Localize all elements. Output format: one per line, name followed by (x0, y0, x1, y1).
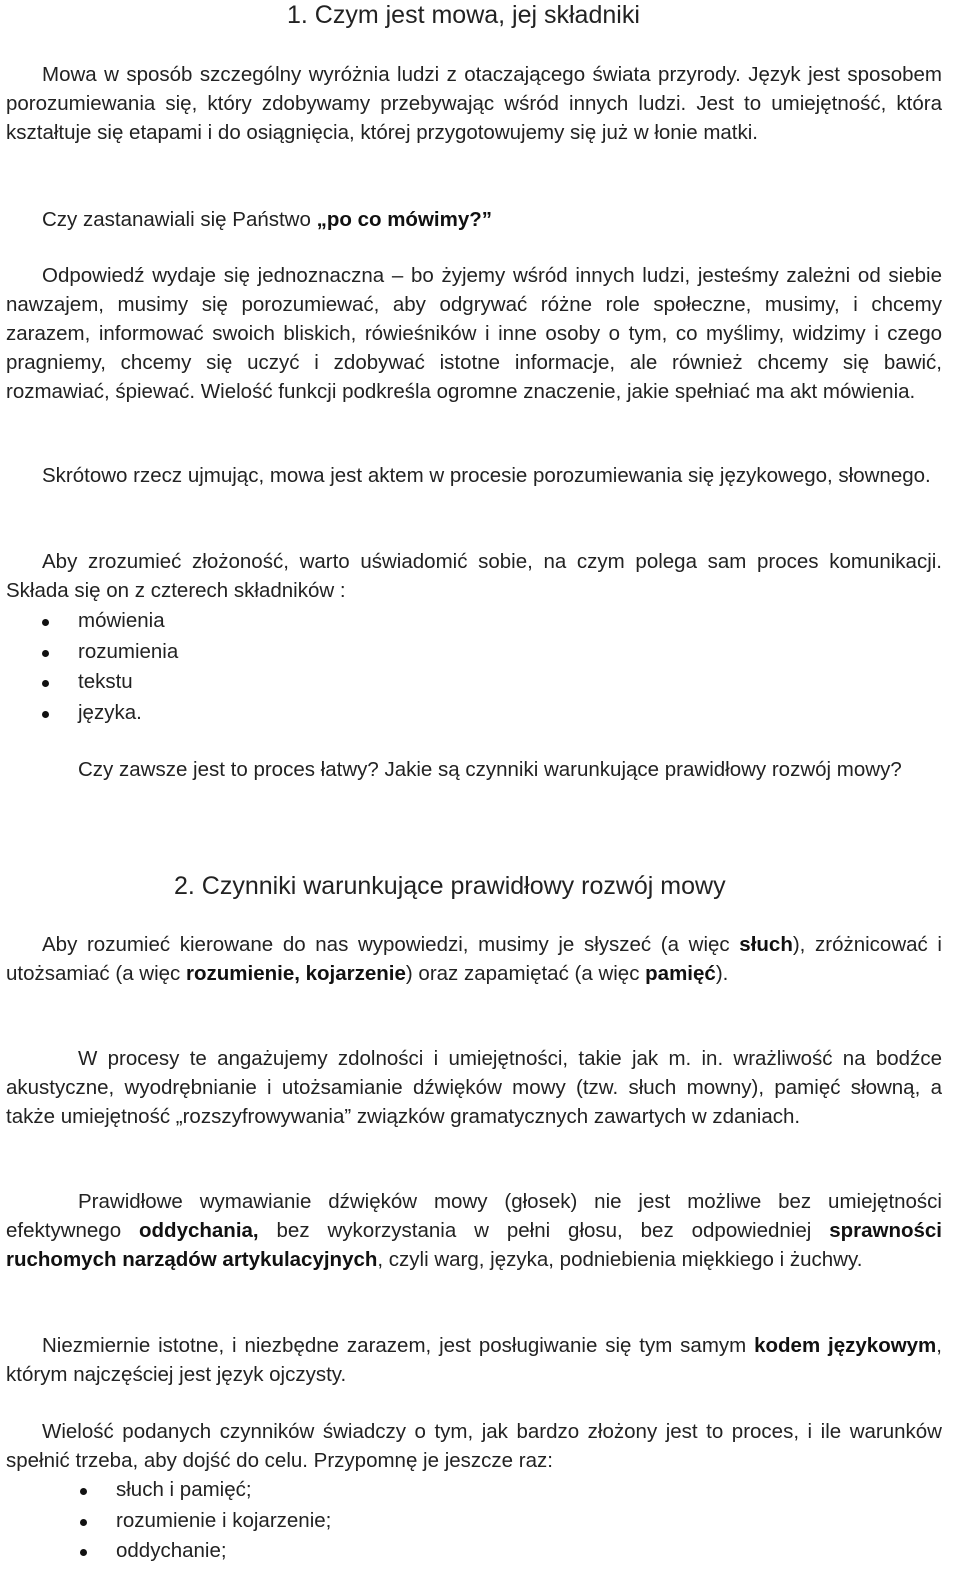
section-1-heading: 1. Czym jest mowa, jej składniki (287, 1, 640, 29)
section-2-paragraph-processes: W procesy te angażujemy zdolności i umiejętności, takie jak m. in. wrażliwość na bodźce akustyczne, wyodrębnianie i utożsamianie dźwięków mowy (tzw. słuch mowny), pamięć słowną, a także umiejętność „rozszyfrowywania” związków gramatycznych zawartych w zdaniach. (6, 1047, 942, 1128)
section-1-paragraph-answer: Odpowiedź wydaje się jednoznaczna – bo żyjemy wśród innych ludzi, jesteśmy zależni od siebie nawzajem, musimy się porozumiewać, aby odgrywać różne role społeczne, musimy, i chcemy zarazem, informować swoich bliskich, rówieśników i inne osoby o tym, co myślimy, widzimy i czego pragniemy, chcemy się uczyć i zdobywać istotne informacje, ale również chcemy się bawić, rozmawiać, śpiewać. Wielość funkcji podkreśla ogromne znaczenie, jakie spełniać ma akt mówienia. (6, 264, 942, 403)
section-2-paragraph-language-code: Niezmiernie istotne, i niezbędne zarazem, jest posługiwanie się tym samym kodem językowym, którym najczęściej jest język ojczysty. (6, 1334, 942, 1386)
question-emphasis: „po co mówimy?” (316, 208, 492, 231)
bullet-icon (42, 680, 49, 687)
section-2-paragraph-summary: Wielość podanych czynników świadczy o tym, jak bardzo złożony jest to proces, i ile warunków spełnić trzeba, aby dojść do celu. Przypomnę je jeszcze raz: (6, 1420, 942, 1472)
section-1-paragraph-closing-question: Czy zawsze jest to proces łatwy? Jakie są czynniki warunkujące prawidłowy rozwój mowy? (78, 758, 902, 781)
section-1-question (6, 205, 942, 234)
section-1-paragraph-summary: Skrótowo rzecz ujmując, mowa jest aktem w procesie porozumiewania się językowego, słownego. (42, 464, 931, 487)
section-1-paragraph-intro: Mowa w sposób szczególny wyróżnia ludzi z otaczającego świata przyrody. Język jest sposobem porozumiewania się, który zdobywamy przebywając wśród innych ludzi. Jest to umiejętność, która kształtuje się etapami i do osiągnięcia, której przygotowujemy się już w łonie matki. (6, 63, 942, 144)
bullet-icon (42, 711, 49, 718)
section-2-heading: 2. Czynniki warunkujące prawidłowy rozwój mowy (174, 872, 726, 900)
bullet-icon (80, 1488, 87, 1495)
bullet-icon (80, 1549, 87, 1556)
bullet-icon (42, 650, 49, 657)
section-2-paragraph-hearing: Aby rozumieć kierowane do nas wypowiedzi, musimy je słyszeć (a więc słuch), zróżnicować i utożsamiać (a więc rozumienie, kojarzenie) oraz zapamiętać (a więc pamięć). (6, 933, 942, 985)
bullet-icon (80, 1519, 87, 1526)
bullet-icon (42, 619, 49, 626)
section-2-paragraph-pronunciation: Prawidłowe wymawianie dźwięków mowy (głosek) nie jest możliwe bez umiejętności efektywnego oddychania, bez wykorzystania w pełni głosu, bez odpowiedniej sprawności ruchomych narządów artykulacyjnych, czyli warg, języka, podniebienia miękkiego i żuchwy. (6, 1190, 942, 1271)
question-text: Czy zastanawiali się Państwo (42, 208, 317, 231)
document-page: 1. Czym jest mowa, jej składniki Mowa w sposób szczególny wyróżnia ludzi z otaczającego świata przyrody. Język jest sposobem porozumiewania się, który zdobywamy przebywając wśród innych ludzi. Jest to umiejętność, która kształtuje się etapami i do osiągnięcia, której przygotowujemy się już w łonie matki. Czy zastanawiali się Państwo „po co mówimy?” Odpowiedź wydaje się jednoznaczna – bo żyjemy wśród innych ludzi, jesteśmy zależni od siebie nawzajem, musimy się porozumiewać, aby odgrywać różne role społeczne, musimy, i chcemy zarazem, informować swoich bliskich, rówieśników i inne osoby o tym, co myślimy, widzimy i czego pragniemy, chcemy się uczyć i zdobywać istotne informacje, ale również chcemy się bawić, rozmawiać, śpiewać. Wielość funkcji podkreśla ogromne znaczenie, jakie spełniać ma akt mówienia. Skrótowo rzecz ujmując, mowa jest aktem w procesie porozumiewania się językowego, słownego. Aby zrozumieć złożoność, warto uświadomić sobie, na czym polega sam proces komunikacji. Składa się on z czterech składników : mówienia rozumienia tekstu języka. Czy zawsze jest to proces łatwy? Jakie są czynniki warunkujące prawidłowy rozwój mowy? 2. Czynniki warunkujące prawidłowy rozwój mowy Aby rozumieć kierowane do nas wypowiedzi, musimy je słyszeć (a więc słuch), zróżnicować i utożsamiać (a więc rozumienie, kojarzenie) oraz zapamiętać (a więc pamięć). W procesy te angażujemy zdolności i umiejętności, takie jak m. in. wrażliwość na bodźce akustyczne, wyodrębnianie i utożsamianie dźwięków mowy (tzw. słuch mowny), pamięć słowną, a także umiejętność „rozszyfrowywania” związków gramatycznych zawartych w zdaniach. Prawidłowe wymawianie dźwięków mowy (głosek) nie jest możliwe bez umiejętności efektywnego oddychania, bez wykorzystania w pełni głosu, bez odpowiedniej sprawności ruchomych narządów artykulacyjnych, czyli warg, języka, podniebienia miękkiego i żuchwy. Niezmiernie istotne, i niezbędne zarazem, jest posługiwanie się tym samym kodem językowym, którym najczęściej jest język ojczysty. Wielość podanych czynników świadczy o tym, jak bardzo złożony jest to proces, i ile warunków spełnić trzeba, aby dojść do celu. Przypomnę je jeszcze raz: słuch i pamięć; rozumienie i kojarzenie; oddychanie; (6, 1, 942, 1562)
section-1-paragraph-components-intro: Aby zrozumieć złożoność, warto uświadomić sobie, na czym polega sam proces komunikacji. Składa się on z czterech składników : (6, 550, 942, 602)
